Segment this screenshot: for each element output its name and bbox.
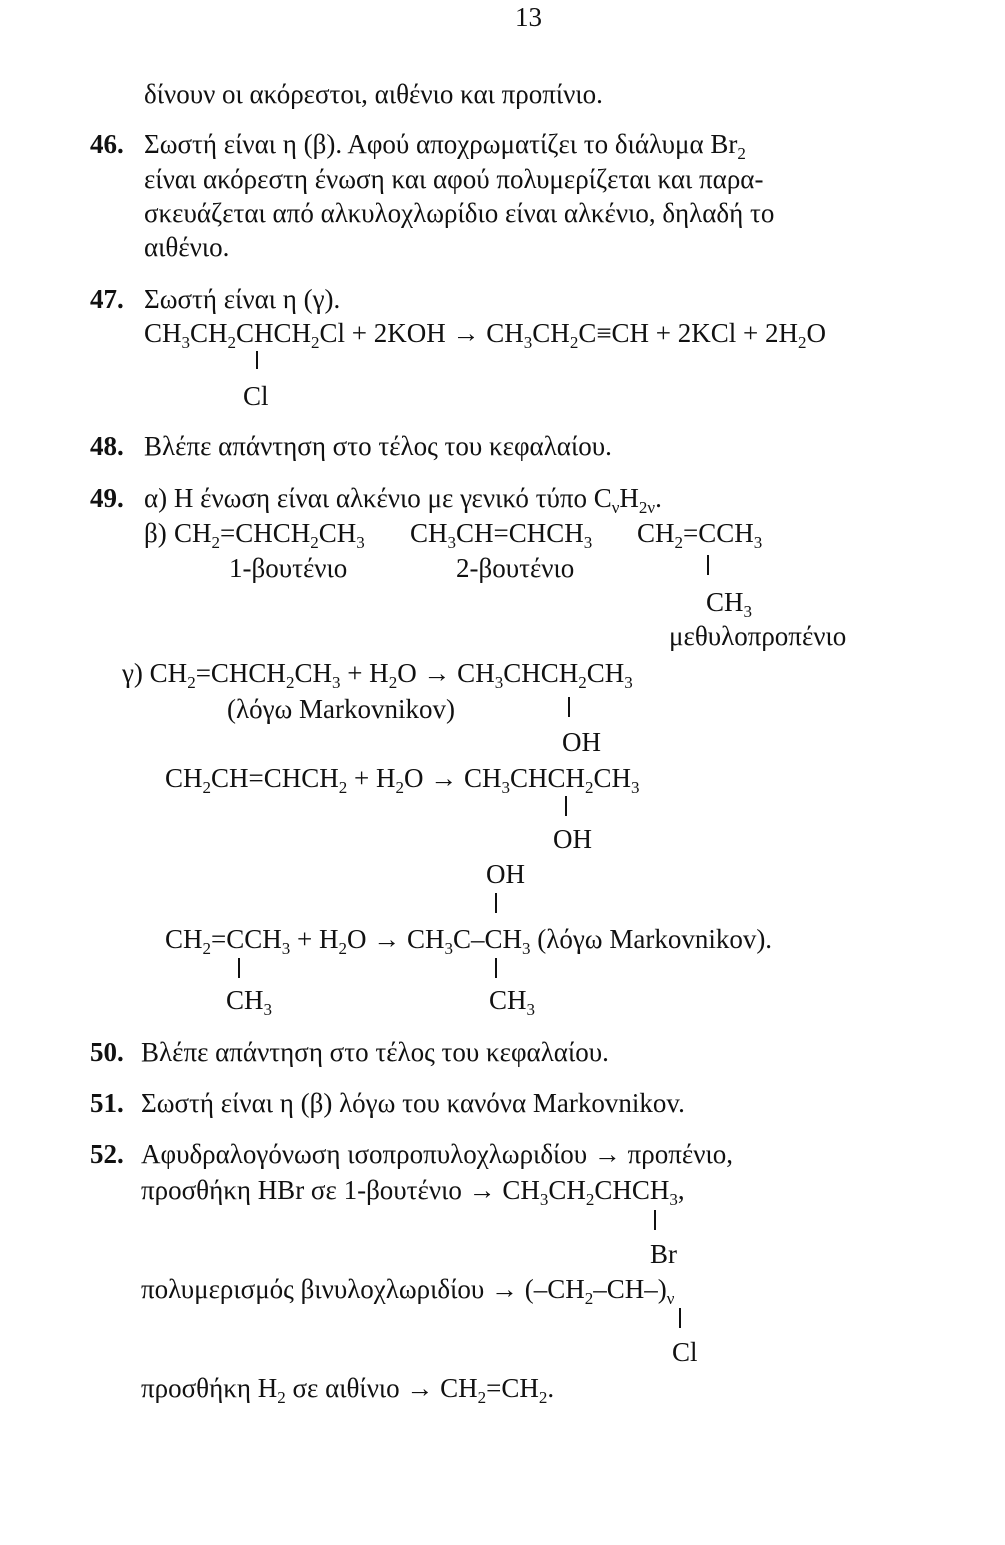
answer-47-equation-text: Cl + 2KOH → CH [319,318,524,348]
reaction-g-1-subscript: 3 [331,673,341,692]
reaction-g-3-bond-2 [495,958,497,978]
reaction-g-1-subscript: 3 [494,673,504,692]
reaction-g-2-subscript: 3 [631,778,640,797]
methylpropene-branch [706,587,753,621]
reaction-g-3-branch-1-subscript: 3 [263,1000,273,1019]
answer-52-line-3 [141,1274,675,1308]
reaction-g-1-text: CH [586,658,625,688]
reaction-g-3-text: O → CH [347,924,445,954]
reaction-g-1-subscript: 2 [187,673,196,692]
formula-1-butene-text: CH [318,518,357,548]
question-number-46: 46. [90,129,124,159]
answer-52-line-4-text: σε αιθίνιο → CH [285,1373,478,1403]
answer-52-line-2-text: CH [548,1175,586,1205]
reaction-g-2-branch: OH [553,824,592,854]
reaction-g-1-text: CH [294,658,332,688]
question-number-47: 47. [90,284,124,314]
formula-2-butene-subscript: 3 [583,533,593,552]
answer-49-a-text: α) Η ένωση είναι αλκένιο με γενικό τύπο C [144,483,612,513]
answer-52-line-4 [141,1373,555,1407]
answer-52-line-3-subscript: ν [666,1289,675,1308]
answer-52-line-4-text: =CH [486,1373,539,1403]
reaction-g-1-text: O → CH [397,658,495,688]
reaction-g-1 [122,658,633,692]
answer-52-line-2-subscript: 3 [669,1190,678,1209]
answer-46-subscript: 2 [737,144,746,163]
answer-52-bond-1 [654,1210,656,1230]
answer-47-equation [144,318,827,352]
reaction-g-3-text: =CCH [211,924,282,954]
answer-52-line-2-text: , [677,1175,685,1205]
reaction-g-1-text: CHCH [503,658,579,688]
methylpropene-branch-subscript: 3 [743,602,753,621]
answer-47-line-1: Σωστή είναι η (γ). [144,284,341,314]
reaction-g-3-subscript: 2 [202,939,212,958]
answer-52-branch-1: Br [650,1239,677,1269]
reaction-g-3-text: (λόγω Markovnikov). [530,924,773,954]
reaction-g-1-subscript: 3 [624,673,633,692]
answer-48-text: Βλέπε απάντηση στο τέλος του κεφαλαίου. [144,431,612,461]
reaction-g-2-bond [565,796,567,816]
reaction-g-2-subscript: 2 [395,778,404,797]
formula-1-butene-subscript: 2 [211,533,221,552]
reaction-g-1-branch: OH [562,727,601,757]
reaction-g-3-subscript: 3 [522,939,531,958]
reaction-g-1-text: + H [340,658,389,688]
answer-47-equation-text: C≡CH + 2KCl + 2H [578,318,799,348]
reaction-g-2-subscript: 2 [202,778,212,797]
answer-46-line-2: είναι ακόρεστη ένωση και αφού πολυμερίζεται και παρα- [144,164,764,194]
formula-1-butene-subscript: 3 [356,533,365,552]
reaction-g-1-bond [568,697,570,717]
formula-2-butene-text: CH=CHCH [456,518,584,548]
answer-51-text: Σωστή είναι η (β) λόγω του κανόνα Markovnikov. [141,1088,685,1118]
answer-49-a-h: H [619,483,639,513]
reaction-g-3-branch-2 [489,985,536,1019]
reaction-g-2-text: + H [347,763,396,793]
formula-methylpropene [637,518,763,552]
reaction-g-1-text: =CHCH [195,658,286,688]
reaction-g-3-top: OH [486,859,525,889]
answer-52-branch-2: Cl [672,1337,698,1367]
reaction-g-3-branch-2-text: CH [489,985,527,1015]
answer-52-line-2-text: CHCH [594,1175,670,1205]
formula-1-butene [174,518,365,552]
formula-1-butene-text: CH [174,518,212,548]
reaction-g-3-branch-2-subscript: 3 [526,1000,536,1019]
answer-47-equation-text: CH [144,318,182,348]
reaction-g-2-subscript: 2 [338,778,348,797]
question-number-48: 48. [90,431,124,461]
answer-52-line-2-subscript: 3 [539,1190,549,1209]
reaction-g-2-text: CH=CHCH [211,763,339,793]
name-methylpropene: μεθυλοπροπένιο [669,621,847,651]
reaction-g-2-text: O → CH [404,763,502,793]
answer-52-line-3-text: –CH–) [593,1274,667,1304]
question-number-52: 52. [90,1139,124,1169]
formula-methylpropene-text: =CCH [683,518,754,548]
reaction-g-3-text: CH [165,924,203,954]
answer-47-equation-subscript: 2 [569,333,579,352]
answer-47-equation-subscript: 2 [227,333,237,352]
answer-52-line-4-text: προσθήκη H [141,1373,278,1403]
answer-49-a [144,483,662,517]
reaction-g-2-text: CHCH [510,763,586,793]
answer-50-text: Βλέπε απάντηση στο τέλος του κεφαλαίου. [141,1037,609,1067]
formula-2-butene-subscript: 3 [447,533,457,552]
formula-methylpropene-subscript: 2 [674,533,684,552]
reaction-g-2-text: CH [593,763,632,793]
formula-methylpropene-text: CH [637,518,675,548]
reaction-g-2 [165,763,640,797]
reaction-g-1-subscript: 2 [578,673,587,692]
answer-47-equation-text: CH [190,318,228,348]
reaction-g-3-branch-1-text: CH [226,985,264,1015]
reaction-g-2-subscript: 2 [585,778,594,797]
answer-47-branch: Cl [243,381,269,411]
answer-47-bond [256,351,258,369]
reaction-g-3-text: + H [290,924,339,954]
answer-47-equation-text: CHCH [236,318,312,348]
answer-47-equation-subscript: 3 [523,333,533,352]
reaction-g-2-subscript: 3 [501,778,511,797]
reaction-g-3-subscript: 2 [338,939,347,958]
answer-52-bond-2 [679,1308,681,1328]
formula-1-butene-text: =CHCH [220,518,311,548]
answer-46-line-1 [144,129,746,163]
page-number: 13 [515,2,542,32]
question-number-51: 51. [90,1088,124,1118]
answer-52-line-4-text: . [547,1373,555,1403]
reaction-g-3-top-bond [495,893,497,913]
methylpropene-branch-text: CH [706,587,744,617]
methylpropene-bond [707,555,709,575]
reaction-g-3-text: C–CH [453,924,523,954]
reaction-g-1-subscript: 2 [285,673,295,692]
answer-46-text-1: Σωστή είναι η (β). Αφού αποχρωματίζει το διάλυμα Br [144,129,738,159]
formula-1-butene-subscript: 2 [310,533,319,552]
reaction-g-3 [165,924,773,958]
name-2-butene: 2-βουτένιο [456,553,575,583]
answer-49-a-sub-2: 2ν [638,498,656,517]
question-number-49: 49. [90,483,124,513]
reaction-g-1-note: (λόγω Markovnikov) [227,694,456,724]
reaction-g-3-branch-1 [226,985,273,1019]
answer-52-line-3-text: πολυμερισμός βινυλοχλωριδίου → (–CH [141,1274,585,1304]
answer-52-line-1: Αφυδραλογόνωση ισοπροπυλοχλωριδίου → προπένιο, [141,1139,733,1169]
answer-47-equation-subscript: 3 [181,333,191,352]
reaction-g-1-subscript: 2 [388,673,398,692]
answer-52-line-2-text: προσθήκη HBr σε 1-βουτένιο → CH [141,1175,540,1205]
answer-47-equation-text: O [806,318,827,348]
answer-52-line-2 [141,1175,685,1209]
answer-52-line-3-subscript: 2 [584,1289,594,1308]
answer-49-b-label: β) [144,518,167,548]
answer-52-line-4-subscript: 2 [277,1388,286,1407]
reaction-g-1-text: γ) CH [122,658,188,688]
answer-49-a-end: . [655,483,662,513]
answer-52-line-4-subscript: 2 [477,1388,487,1407]
name-1-butene: 1-βουτένιο [229,553,348,583]
formula-methylpropene-subscript: 3 [753,533,763,552]
answer-47-equation-text: CH [532,318,570,348]
formula-2-butene [410,518,593,552]
answer-52-line-4-subscript: 2 [538,1388,548,1407]
answer-47-equation-subscript: 2 [311,333,320,352]
answer-47-equation-subscript: 2 [798,333,807,352]
answer-49-a-sub-1: ν [611,498,620,517]
answer-52-line-2-subscript: 2 [585,1190,595,1209]
answer-46-line-3: σκευάζεται από αλκυλοχλωρίδιο είναι αλκένιο, δηλαδή το [144,198,775,228]
reaction-g-3-subscript: 3 [444,939,454,958]
reaction-g-3-subscript: 3 [281,939,291,958]
formula-2-butene-text: CH [410,518,448,548]
question-number-50: 50. [90,1037,124,1067]
intro-line: δίνουν οι ακόρεστοι, αιθένιο και προπίνιο. [144,79,603,109]
answer-46-line-4: αιθένιο. [144,232,230,262]
reaction-g-2-text: CH [165,763,203,793]
reaction-g-3-bond-1 [238,958,240,978]
